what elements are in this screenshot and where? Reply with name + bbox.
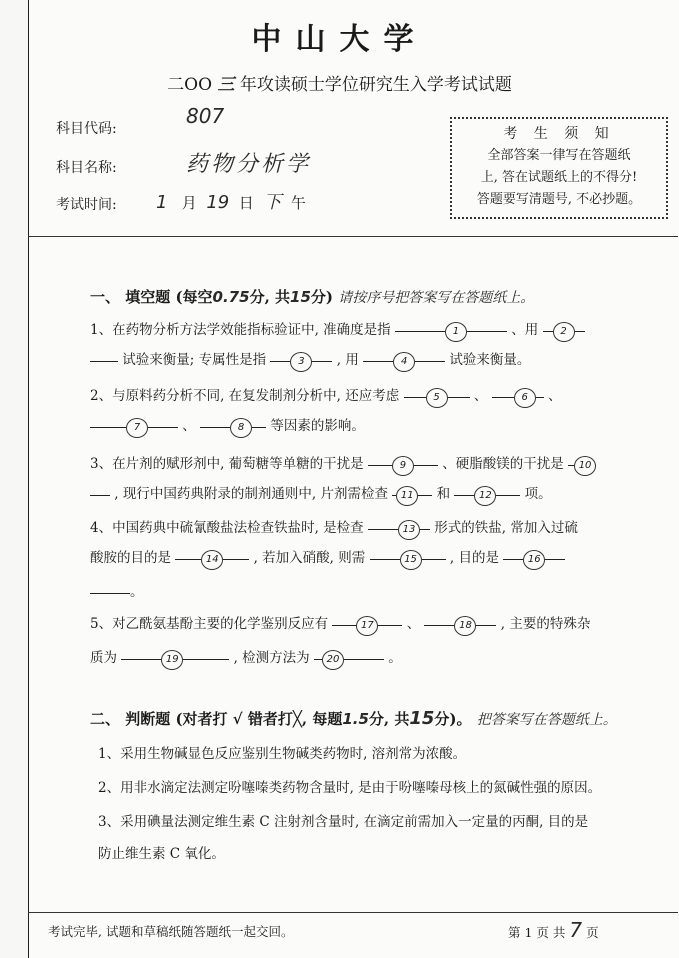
question-4-line-1: 4、中国药典中硫氰酸盐法检查铁盐时, 是检查 13 形式的铁盐, 常加入过硫 — [90, 516, 578, 540]
section2-hand-note: 把答案写在答题纸上。 — [476, 712, 617, 728]
subject-code-label: 科目代码: — [56, 121, 117, 137]
question-2-line-1: 2、与原料药分析不同, 在复发制剂分析中, 还应考虑 5 、 6 、 — [90, 384, 561, 408]
exam-time-label: 考试时间: — [56, 197, 117, 213]
judgement-question-1: 1、采用生物碱显色反应鉴别生物碱类药物时, 溶剂常为浓酸。 — [98, 746, 467, 762]
blank-number: 1 — [445, 322, 467, 342]
blank-number: 17 — [356, 616, 378, 636]
section1-title: 一、 填空题 (每空0.75分, 共15分) 请按序号把答案写在答题纸上。 — [90, 288, 535, 306]
section1-hand-note: 请按序号把答案写在答题纸上。 — [338, 290, 535, 306]
blank-number: 10 — [574, 456, 596, 476]
question-3-line-2: , 现行中国药典附录的制剂通则中, 片剂需检查 11 和 12 项。 — [90, 482, 552, 506]
judgement-question-2: 2、用非水滴定法测定吩噻嗪类药物含量时, 是由于吩噻嗪母核上的氮碱性强的原因。 — [98, 780, 602, 796]
page-number: 第 1 页 共 7 页 — [508, 918, 599, 942]
question-5-line-2: 质为 19 , 检测方法为 20 。 — [90, 646, 402, 670]
university-name: 中山大学 — [251, 22, 428, 57]
question-4-line-3: 。 — [90, 580, 144, 600]
blank-number: 11 — [396, 486, 418, 506]
blank-number: 13 — [398, 520, 420, 540]
blank-number: 9 — [392, 456, 414, 476]
blank-number: 16 — [523, 550, 545, 570]
blank-number: 8 — [230, 418, 252, 438]
notice-title: 考 生 须 知 — [503, 126, 615, 142]
footer-instruction: 考试完毕, 试题和草稿纸随答题纸一起交回。 — [48, 924, 294, 939]
blank-number: 20 — [322, 650, 344, 670]
candidate-notice-box — [450, 117, 668, 219]
footer-divider — [28, 912, 678, 913]
blank-number: 18 — [454, 616, 476, 636]
question-2-line-2: 7 、 8 等因素的影响。 — [90, 414, 365, 438]
blank-number: 6 — [514, 388, 536, 408]
judgement-question-3-cont: 防止维生素 C 氧化。 — [98, 846, 225, 862]
question-5-line-1: 5、对乙酰氨基酚主要的化学鉴别反应有 17 、 18 , 主要的特殊杂 — [90, 612, 590, 636]
blank-number: 19 — [161, 650, 183, 670]
subject-code-value: 807 — [186, 104, 225, 128]
exam-time-value: 1 月 19 日 下 午 — [156, 192, 306, 213]
blank-number: 15 — [400, 550, 422, 570]
blank-number: 4 — [393, 352, 415, 372]
section2-title: 二、 判断题 (对者打 √ 错者打╳, 每题1.5分, 共15分)。 把答案写在答题纸上。 — [90, 708, 617, 729]
subject-name-label: 科目名称: — [56, 160, 117, 176]
header-divider — [28, 236, 678, 237]
question-4-line-2: 酸胺的目的是 14 , 若加入硝酸, 则需 15 , 目的是 16 — [90, 546, 565, 570]
notice-line: 全部答案一律写在答题纸 — [487, 148, 631, 163]
blank-number: 14 — [201, 550, 223, 570]
exam-title: 二OO 三 年攻读硕士学位研究生入学考试试题 — [167, 75, 512, 95]
handwritten-year: 三 — [217, 75, 235, 95]
notice-line: 答题要写清题号, 不必抄题。 — [476, 192, 642, 207]
subject-name-value: 药物分析学 — [186, 152, 312, 177]
judgement-question-3: 3、采用碘量法测定维生素 C 注射剂含量时, 在滴定前需加入一定量的丙酮, 目的是 — [98, 814, 589, 830]
blank-number: 3 — [290, 352, 312, 372]
question-1-line-1: 1、在药物分析方法学效能指标验证中, 准确度是指 1 、用 2 — [90, 318, 585, 342]
question-3-line-1: 3、在片剂的赋形剂中, 葡萄糖等单糖的干扰是 9 、硬脂酸镁的干扰是 10 — [90, 452, 596, 476]
blank-number: 5 — [426, 388, 448, 408]
blank-number: 7 — [126, 418, 148, 438]
notice-line: 上, 答在试题纸上的不得分! — [480, 170, 638, 185]
question-1-line-2: 试验来衡量; 专属性是指 3 , 用 4 试验来衡量。 — [90, 348, 530, 372]
blank-number: 2 — [553, 322, 575, 342]
blank-number: 12 — [474, 486, 496, 506]
